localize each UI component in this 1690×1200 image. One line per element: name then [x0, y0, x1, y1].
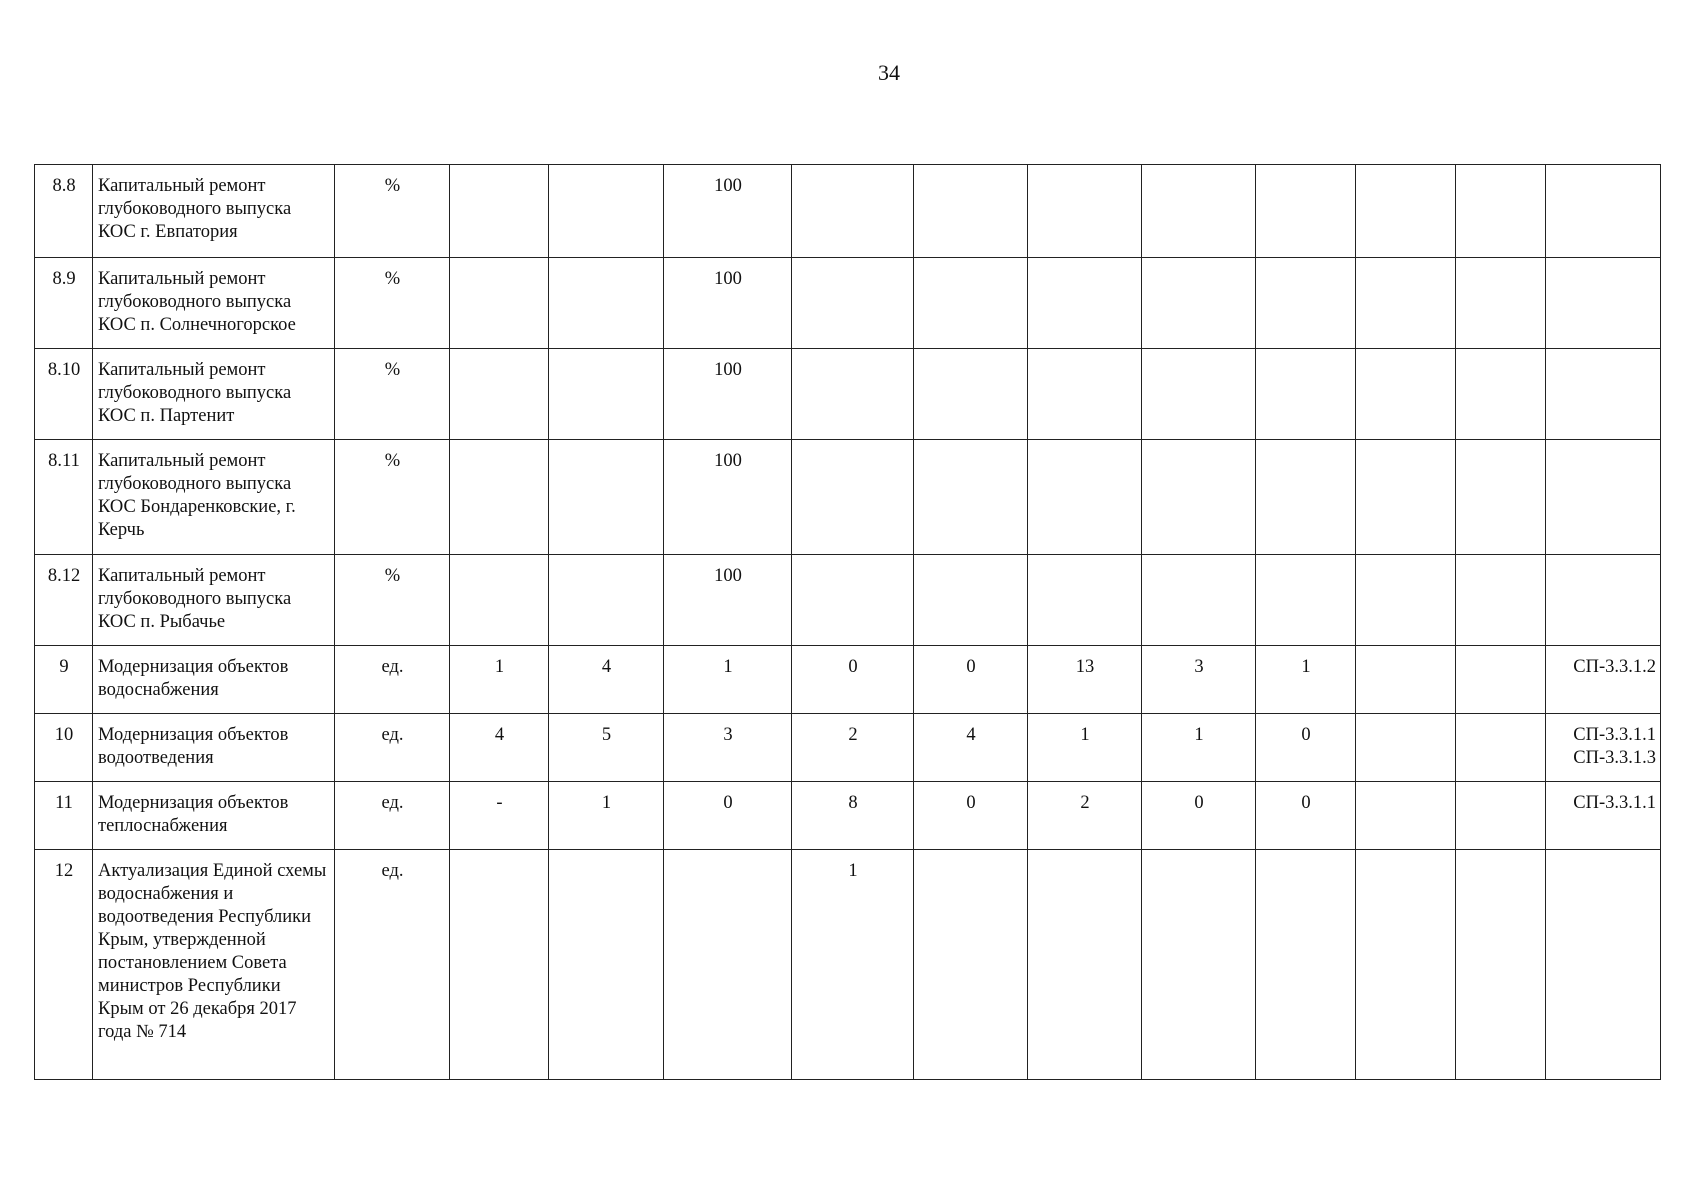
value-cell: 1 — [792, 850, 914, 1080]
value-cell: 100 — [664, 440, 792, 555]
program-code-cell — [1546, 782, 1661, 850]
value-cell — [1356, 555, 1456, 646]
value-cell — [1142, 850, 1256, 1080]
value-cell — [1456, 782, 1546, 850]
value-cell: 1 — [664, 646, 792, 714]
value-cell — [450, 555, 549, 646]
unit-cell: % — [335, 440, 450, 555]
value-cell — [1456, 646, 1546, 714]
value-cell — [792, 258, 914, 349]
value-cell — [792, 555, 914, 646]
value-cell — [1456, 258, 1546, 349]
value-cell — [1256, 555, 1356, 646]
table-row — [35, 850, 1661, 1080]
program-code-cell — [1546, 258, 1661, 349]
value-cell — [1356, 714, 1456, 782]
program-code: СП-3.3.1.3 — [1573, 748, 1656, 768]
table-row — [35, 646, 1661, 714]
value-cell — [1256, 165, 1356, 258]
table-row — [35, 782, 1661, 850]
value-cell — [1456, 555, 1546, 646]
value-cell — [914, 440, 1028, 555]
value-cell: 1 — [549, 782, 664, 850]
unit-cell: ед. — [335, 850, 450, 1080]
value-cell — [1456, 349, 1546, 440]
unit-cell: % — [335, 349, 450, 440]
value-cell — [1142, 258, 1256, 349]
program-code-cell — [1546, 440, 1661, 555]
indicator-name-cell: Капитальный ремонт глубоководного выпуска КОС п. Партенит — [93, 349, 335, 440]
value-cell — [450, 349, 549, 440]
value-cell — [792, 165, 914, 258]
indicator-name-cell: Модернизация объектов водоснабжения — [93, 646, 335, 714]
program-code-cell — [1546, 850, 1661, 1080]
value-cell: 100 — [664, 165, 792, 258]
value-cell — [1356, 440, 1456, 555]
value-cell: 100 — [664, 349, 792, 440]
indicator-name-cell: Капитальный ремонт глубоководного выпуска КОС Бондаренковские, г. Керчь — [93, 440, 335, 555]
value-cell — [1356, 165, 1456, 258]
value-cell — [450, 440, 549, 555]
indicator-name-cell: Капитальный ремонт глубоководного выпуска КОС г. Евпатория — [93, 165, 335, 258]
value-cell — [1142, 165, 1256, 258]
unit-cell: % — [335, 555, 450, 646]
value-cell — [792, 349, 914, 440]
row-number-cell: 8.8 — [35, 165, 93, 258]
value-cell: 2 — [792, 714, 914, 782]
row-number-cell: 8.11 — [35, 440, 93, 555]
program-code-cell — [1546, 714, 1661, 782]
indicator-name-cell: Модернизация объектов водоотведения — [93, 714, 335, 782]
table-body — [35, 165, 1661, 1080]
value-cell: 4 — [450, 714, 549, 782]
value-cell: 0 — [1256, 714, 1356, 782]
indicator-name-cell: Капитальный ремонт глубоководного выпуска КОС п. Солнечногорское — [93, 258, 335, 349]
value-cell — [450, 258, 549, 349]
program-code: СП-3.3.1.1 — [1573, 793, 1656, 813]
program-code-cell — [1546, 646, 1661, 714]
value-cell — [1028, 850, 1142, 1080]
value-cell — [450, 165, 549, 258]
table-row — [35, 555, 1661, 646]
value-cell — [549, 555, 664, 646]
value-cell: 0 — [1256, 782, 1356, 850]
value-cell — [1356, 349, 1456, 440]
row-number-cell: 8.10 — [35, 349, 93, 440]
value-cell — [549, 850, 664, 1080]
value-cell: 5 — [549, 714, 664, 782]
table-row — [35, 714, 1661, 782]
value-cell — [1028, 440, 1142, 555]
value-cell — [664, 850, 792, 1080]
value-cell: 4 — [914, 714, 1028, 782]
value-cell: 3 — [1142, 646, 1256, 714]
value-cell — [1256, 440, 1356, 555]
value-cell: 13 — [1028, 646, 1142, 714]
row-number-cell: 9 — [35, 646, 93, 714]
value-cell: 100 — [664, 258, 792, 349]
value-cell — [1256, 850, 1356, 1080]
row-number-cell: 8.12 — [35, 555, 93, 646]
value-cell — [914, 258, 1028, 349]
value-cell — [1256, 258, 1356, 349]
value-cell — [1028, 258, 1142, 349]
value-cell — [1456, 714, 1546, 782]
value-cell — [1142, 440, 1256, 555]
unit-cell: ед. — [335, 782, 450, 850]
value-cell — [1028, 165, 1142, 258]
value-cell — [549, 258, 664, 349]
value-cell — [1356, 850, 1456, 1080]
value-cell — [1456, 165, 1546, 258]
value-cell: 1 — [1142, 714, 1256, 782]
value-cell: 0 — [664, 782, 792, 850]
value-cell — [549, 349, 664, 440]
indicator-name-cell: Актуализация Единой схемы водоснабжения и водоотведения Республики Крым, утвержденной постановлением Совета министров Республики Крым от 26 декабря 2017 года № 714 — [93, 850, 335, 1080]
value-cell — [1142, 555, 1256, 646]
value-cell — [549, 165, 664, 258]
program-code-cell — [1546, 165, 1661, 258]
row-number-cell: 10 — [35, 714, 93, 782]
value-cell: 1 — [450, 646, 549, 714]
value-cell — [1456, 440, 1546, 555]
value-cell: 0 — [914, 646, 1028, 714]
value-cell: 2 — [1028, 782, 1142, 850]
program-code: СП-3.3.1.2 — [1573, 657, 1656, 677]
value-cell — [1142, 349, 1256, 440]
indicator-name-cell: Модернизация объектов теплоснабжения — [93, 782, 335, 850]
value-cell — [1356, 646, 1456, 714]
value-cell: 0 — [1142, 782, 1256, 850]
value-cell: 4 — [549, 646, 664, 714]
value-cell — [1356, 782, 1456, 850]
value-cell — [1456, 850, 1546, 1080]
table-row — [35, 165, 1661, 258]
indicators-table — [34, 164, 1661, 1080]
value-cell: 1 — [1256, 646, 1356, 714]
value-cell: - — [450, 782, 549, 850]
value-cell: 100 — [664, 555, 792, 646]
value-cell: 8 — [792, 782, 914, 850]
table-row — [35, 349, 1661, 440]
value-cell — [549, 440, 664, 555]
value-cell — [792, 440, 914, 555]
unit-cell: % — [335, 165, 450, 258]
value-cell — [1256, 349, 1356, 440]
row-number-cell: 12 — [35, 850, 93, 1080]
program-code-cell — [1546, 555, 1661, 646]
unit-cell: % — [335, 258, 450, 349]
value-cell — [914, 165, 1028, 258]
unit-cell: ед. — [335, 646, 450, 714]
unit-cell: ед. — [335, 714, 450, 782]
program-code: СП-3.3.1.1 — [1573, 725, 1656, 745]
value-cell — [914, 349, 1028, 440]
value-cell: 0 — [914, 782, 1028, 850]
value-cell: 3 — [664, 714, 792, 782]
value-cell: 1 — [1028, 714, 1142, 782]
value-cell — [1028, 349, 1142, 440]
row-number-cell: 8.9 — [35, 258, 93, 349]
program-code-cell — [1546, 349, 1661, 440]
row-number-cell: 11 — [35, 782, 93, 850]
value-cell — [1356, 258, 1456, 349]
indicator-name-cell: Капитальный ремонт глубоководного выпуска КОС п. Рыбачье — [93, 555, 335, 646]
value-cell: 0 — [792, 646, 914, 714]
page-number: 34 — [878, 60, 900, 85]
value-cell — [1028, 555, 1142, 646]
value-cell — [914, 555, 1028, 646]
table-row — [35, 440, 1661, 555]
value-cell — [450, 850, 549, 1080]
table-row — [35, 258, 1661, 349]
value-cell — [914, 850, 1028, 1080]
